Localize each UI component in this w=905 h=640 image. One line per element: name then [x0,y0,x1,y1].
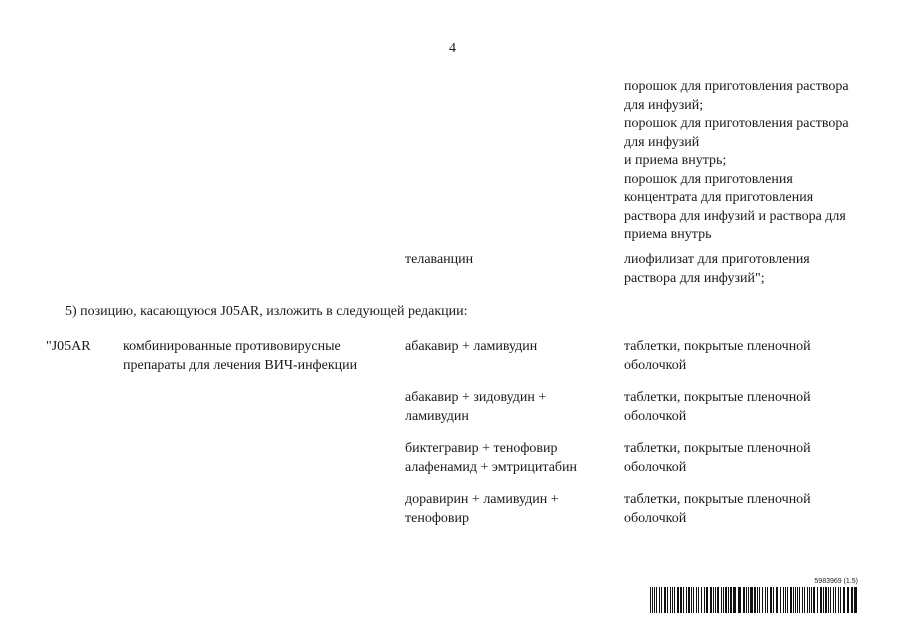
drug-name: абакавир + зидовудин + ламивудин [405,390,547,424]
dosage-form-telavancin: лиофилизат для приготовления раствора для инфузий"; [624,252,810,286]
barcode-number: 5983969 (1.5) [814,578,858,585]
drug-name-telavancin: телаванцин [405,252,474,267]
barcode-bars [650,587,858,613]
dosage-form: таблетки, покрытые пленочной оболочкой [624,339,811,373]
dosage-forms-continued: порошок для приготовления раствора для инфузий; порошок для приготовления раствора для инфузий и приема внутрь; порошок для приготовления концентрата для приготовления раствора для инфузий и раствора для приема внутрь [624,79,849,242]
drug-name: биктегравир + тенофовир алафенамид + эмтрицитабин [405,441,578,475]
atc-group-name: комбинированные противовирусные препараты для лечения ВИЧ-инфекции [123,339,358,373]
dosage-form: таблетки, покрытые пленочной оболочкой [624,390,811,424]
page-number: 4 [449,41,456,56]
barcode [650,578,858,614]
drug-name: доравирин + ламивудин + тенофовир [405,492,559,526]
amendment-instruction: 5) позицию, касающуюся J05AR, изложить в следующей редакции: [65,304,468,319]
dosage-form: таблетки, покрытые пленочной оболочкой [624,441,811,475]
dosage-form: таблетки, покрытые пленочной оболочкой [624,492,811,526]
drug-name: абакавир + ламивудин [405,339,538,354]
atc-code: "J05AR [46,339,91,354]
